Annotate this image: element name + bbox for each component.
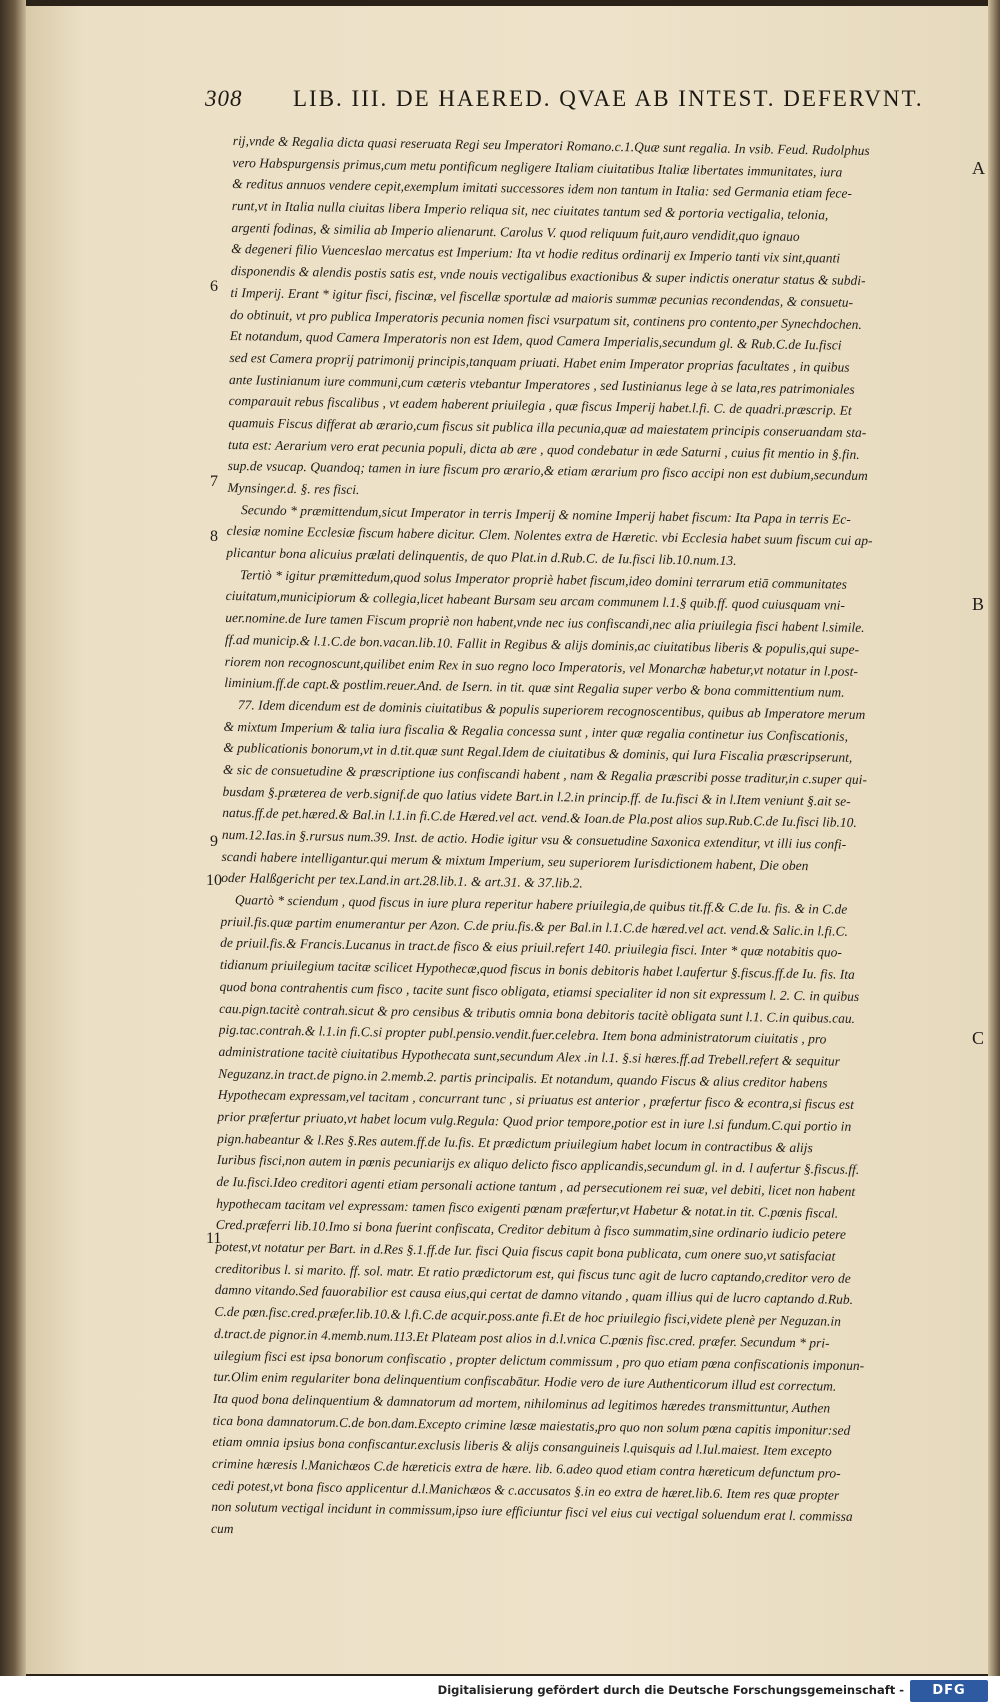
page-edge-right [988, 0, 1000, 1676]
text-line: Iuribus fisci,non autem in pœnis pecuniarijs ex aliquo delicto fisco applicandis,secundum gl. in d. l aufertur §.fiscus.ff. [216, 1152, 860, 1178]
text-line: cau.pign.tacitè contrah.sicut & pro censibus & tributis omnia bona debitoris tacitè obligata sunt l.1. C.in quibus.cau. [219, 1000, 856, 1026]
text-line: riorem non recognoscunt,quilibet enim Rex in suo regno loco Imperatoris, vel Monarchæ habetur,vt notatur in l.post- [224, 653, 859, 679]
folio-number: 308 [205, 86, 243, 111]
margin-number: 7 [210, 473, 218, 490]
text-line: hypothecam tacitam vel expressam: tamen fisco exigenti pœnam præfertur,vt Habetur & notat.in tit. C.pœnis fiscal. [216, 1195, 839, 1221]
text-line: cedi potest,vt bona fisco applicentur d.l.Manichæos & c.accusatos §.in eo extra de hæret.lib.6. Item res quæ propter [211, 1477, 840, 1503]
text-line: ciuitatum,municipiorum & collegia,licet habeant Bursam seu arcam communem l.1.§ quib.ff. quod cuiusquam vni- [225, 588, 846, 614]
text-line: crimine hæresis l.Manichæos C.de hæreticis extra de hære. lib. 6.adeo quod etiam contra hæreticum defunctum pro- [211, 1455, 841, 1481]
text-line: C.de pœn.fisc.cred.præfer.lib.10.& l.fi.C.de acquir.poss.ante fi.Et de hoc priuilegio fisci,videte plenè per Neguzan.in [214, 1303, 842, 1329]
text-line: liminium.ff.de capt.& postlim.reuer.And. de Isern. in tit. quæ sint Regalia super verbo & bona committentium num. [224, 675, 845, 700]
text-line: Et notandum, quod Camera Imperatoris non est Idem, quod Camera Imperialis,secundum gl. & Rub.C.de Iu.fisci [229, 328, 842, 353]
text-line: Ita quod bona delinquentium & damnatorum ad mortem, nihilominus ad legitimos hæredes transmittuntur, Authen [212, 1390, 831, 1416]
text-line: clesiæ nomine Ecclesiæ fiscum habere dicitur. Clem. Nolentes extra de Hæretic. vbi Ecclesia habet suum fiscum cui ap- [226, 523, 873, 549]
text-line: Neguzanz.in tract.de pigno.in 2.memb.2. partis principalis. Et notandum, quando Fiscus & alius creditor habens [218, 1065, 828, 1091]
book-gutter [0, 0, 26, 1676]
text-line: Mynsinger.d. §. res fisci. [227, 479, 360, 498]
text-line: pig.tac.contrah.& l.1.in fi.C.si propter publ.pensio.vendit.fuer.celebra. Item bona administratorum ciuitatis , pro [218, 1022, 827, 1047]
text-line: busdam §.præterea de verb.signif.de quo latius videte Bart.in l.2.in princip.ff. de Iu.fisci & in l.Item veniunt §.ait se- [222, 783, 851, 809]
footer-bar [0, 1676, 1000, 1706]
text-line: scandi habere intelligantur.qui merum & mixtum Imperium, seu superiorem Iurisdictionem habent, Die oben [221, 848, 809, 873]
text-line: natus.ff.de pet.hæred.& Bal.in l.1.in fi.C.de Hæred.vel act. vend.& Ioan.de Pla.post alios sup.Rub.C.de Iu.fisci lib.10. [222, 805, 857, 831]
text-line: oder Halßgericht per tex.Land.in art.28.lib.1. & art.31. & 37.lib.2. [221, 870, 583, 891]
page-body-text [209, 130, 968, 1681]
text-line: d.tract.de pignor.in 4.memb.num.113.Et Plateam post alios in d.l.vnica C.pœnis fisc.cred. præfer. Secundum * pri- [213, 1325, 830, 1351]
text-line: priuil.fis.quæ partim enumerantur per Azon. C.de priu.fis.& per Bal.in l.1.C.de hæred.vel act. vend.& Salic.in l.fi.C. [220, 913, 849, 939]
text-line: disponendis & alendis postis satis est, vnde nouis vectigalibus exactionibus & super indictis oneratur status & subdi- [230, 263, 866, 289]
text-line: Hypothecam expressam,vel tacitam , concurrant tunc , si priuatus est anterior , præfertur fisco & econtra,si fiscus est [217, 1087, 855, 1113]
text-line: & sic de consuetudine & præscriptione ius confiscandi habent , nam & Regalia præscribi posse traditur,in c.super qui- [222, 761, 868, 787]
text-line: num.12.Ias.in §.rursus num.39. Inst. de actio. Hodie igitur vsu & consuetudine Saxonica extenditur, vt illi ius confi- [221, 826, 847, 852]
text-line: de priuil.fis.& Francis.Lucanus in tract.de fisco & eius priuil.refert 140. priuilegia fisci. Inter * quæ notabitis quo- [220, 935, 843, 961]
running-title: LIB. III. DE HAERED. QVAE AB INTEST. DEFERVNT. [293, 86, 924, 111]
margin-letter-b: B [972, 594, 985, 614]
text-line: & mixtum Imperium & talia iura fiscalia & Regalia concessa sunt , inter quæ regalia continetur ius Confiscationis, [223, 718, 849, 744]
text-line: administratione tacitè ciuitatibus Hypothecata sunt,secundum Alex .in l.1. §.si hæres.ff.ad Trebell.refert & sequitur [218, 1043, 841, 1069]
text-line: tica bona damnatorum.C.de bon.dam.Excepto crimine læsæ maiestatis,pro quo non solum pœna capitis imponitur:sed [212, 1412, 851, 1438]
margin-letter-c: C [972, 1028, 985, 1048]
text-line: argenti fodinas, & similia ab Imperio alienarunt. Carolus V. quod reliquum fuit,auro vendidit,quo ignauo [231, 219, 800, 244]
text-line: potest,vt notatur per Bart. in d.Res §.1.ff.de Iur. fisci Quia fiscus capit bona publicata, cum onere suo,vt satisfaciat [215, 1238, 836, 1264]
text-line: etiam omnia ipsius bona confiscantur.exclusis liberis & alijs consanguineis l.quisquis ad l.Iul.maiest. Item excepto [212, 1434, 832, 1459]
text-line: & publicationis bonorum,vt in d.tit.quæ sunt Regal.Idem de ciuitatibus & dominis, qui Iura Fiscalia præscripserunt, [223, 740, 853, 766]
text-line: & degeneri filio Vuenceslao mercatus est Imperium: Ita vt hodie reditus ordinarij ex Imperio tanti vix sint,quanti [231, 241, 841, 266]
funding-credit: Digitalisierung gefördert durch die Deutsche Forschungsgemeinschaft - [437, 1683, 904, 1697]
text-line: uilegium fisci est ipsa bonorum confiscatio , propter delictum commissum , pro quo etiam pœna confiscationis imponun- [213, 1347, 865, 1373]
text-line: do obtinuit, vt pro publica Imperatoris pecunia nomen fisci vsurpatum sit, continens pro contento,per Synechdochen. [229, 306, 862, 332]
text-line: runt,vt in Italia nulla ciuitas libera Imperio reliqua sit, nec ciuitates tantum sed & portoria vectigalia, telonia, [231, 198, 829, 223]
text-line: damno vitando.Sed fauorabilior est causa eius,qui certat de damno vitando , quam illius qui de lucro captando d.Rub. [214, 1282, 854, 1308]
margin-number: 6 [210, 278, 218, 295]
text-line: ti Imperij. Erant * igitur fisci, fiscinæ, vel fiscellæ sportulæ ad maioris summæ pecunias recondendas, & consuetu- [230, 284, 854, 310]
text-line: rij,vnde & Regalia dicta quasi reseruata Regi seu Imperatori Romano.c.1.Quæ sunt regalia. In vsib. Feud. Rudolphus [232, 132, 870, 159]
text-line: sed est Camera proprij patrimonij principis,tanquam priuati. Habet enim Imperator proprias facultates , in quibus [229, 349, 850, 375]
text-line: Secundo * præmittendum,sicut Imperator in terris Imperij & nomine Imperij habet fiscum: Ita Papa in terris Ec- [240, 501, 851, 527]
text-line: quod bona contrahentis cum fisco , tacite sunt fisco obligata, etiamsi specialiter id non sit expressum l. 2. C. in quibus [219, 978, 860, 1004]
text-line: cum [210, 1520, 234, 1537]
text-line: vero Habspurgensis primus,cum metu pontificum negligere Italiam ciuitatibus Italiæ libertates immunitates, iura [232, 154, 843, 180]
margin-number: 8 [210, 528, 218, 545]
margin-number: 9 [210, 833, 218, 850]
text-line: de Iu.fisci.Ideo creditori agenti etiam personali actione tantum , ad persecutionem rei suæ, vel debiti, licet non habent [216, 1173, 856, 1199]
text-line: quamuis Fiscus differat ab ærario,cum fiscus sit publica illa pecunia,quæ ad maiestatem principis conseruandam sta- [228, 414, 867, 440]
text-line: Tertiò * igitur præmittedum,quod solus Imperator propriè habet fiscum,ideo domini terrarum etiā communitates [239, 566, 848, 592]
text-line: non solutum vectigal incidunt in commissum,ipso iure efficiuntur fisci vel eius cui vectigal soluendum erat l. commissa [211, 1499, 853, 1525]
margin-letter-a: A [972, 158, 985, 178]
dfg-logo: DFG [910, 1680, 988, 1702]
text-line: Cred.præferri lib.10.Imo si bona fuerint confiscata, Creditor debitum à fisco summatim,sine ordinario iudicio petere [215, 1217, 847, 1243]
text-line: plicantur bona alicuius prælati delinquentis, de quo Plat.in d.Rub.C. de Iu.fisci lib.10.num.13. [226, 545, 737, 569]
margin-number: 11 [206, 1230, 222, 1247]
text-line: 77. Idem dicendum est de dominis ciuitatibus & populis superiorem recognoscentibus, quibus ab Imperatore merum [237, 697, 866, 722]
text-line: Quartò * sciendum , quod fiscus in iure plura reperitur habere priuilegia,de quibus tit.ff.& C.de Iu. fis. & in C.de [234, 892, 848, 917]
text-line: creditoribus l. si marito. ff. sol. matr. Et ratio prædictorum est, qui fiscus tunc agit de lucro captando,creditor vero de [215, 1260, 851, 1286]
text-line: pign.habeantur & l.Res §.Res autem.ff.de Iu.fis. Et prædictum priuilegium habet locum in contractibus & alijs [217, 1130, 813, 1155]
text-line: ff.ad municip.& l.1.C.de bon.vacan.lib.10. Fallit in Regibus & alijs dominis,ac ciuitatibus liberis & populis,qui supe- [224, 631, 860, 657]
text-line: prior præfertur priuato,vt habet locum vulg.Regula: Quod prior tempore,potior est in iure l.si fundum.C.qui portio in [217, 1108, 852, 1134]
text-line: comparauit rebus fiscalibus , vt eadem haberent priuilegia , quæ fiscus Imperij habet.l.fi. C. de quadri.præscrip. Et [228, 393, 852, 419]
margin-number: 10 [206, 872, 222, 889]
text-line: tur.Olim enim regulariter bona delinquentium confiscabātur. Hodie vero de iure Authenticorum illud est correctum. [213, 1369, 837, 1394]
text-line: tuta est: Aerarium vero erat pecunia populi, dicta ab ære , quod condebatur in æde Saturni , cuius fit mentio in §.fin. [227, 436, 860, 462]
text-line: tidianum priuilegium tacitæ scilicet Hypothecæ,quod fiscus in bonis debitoris habet l.aufertur §.fiscus.ff.de Iu. fis. Ita [219, 957, 855, 982]
text-line: sup.de vsucap. Quandoq; tamen in iure fiscum pro ærario,& etiam ærarium pro fisco accipi non est dubium,secundum [227, 458, 868, 484]
text-line: ante Iustinianum iure communi,cum cæteris vtebantur Imperatores , sed Iustinianus lege à se lata,res patrimoniales [228, 371, 855, 397]
page-header [205, 86, 925, 118]
text-line: uer.nomine.de Iure tamen Fiscum propriè non habent,vnde nec ius confiscandi,nec alia priuilegia fisci habent l.simile. [225, 610, 865, 636]
text-line: & reditus annuos vendere cepit,exemplum imitati successores idem non tantum in Italia: sed Germania etiam fece- [232, 176, 853, 202]
